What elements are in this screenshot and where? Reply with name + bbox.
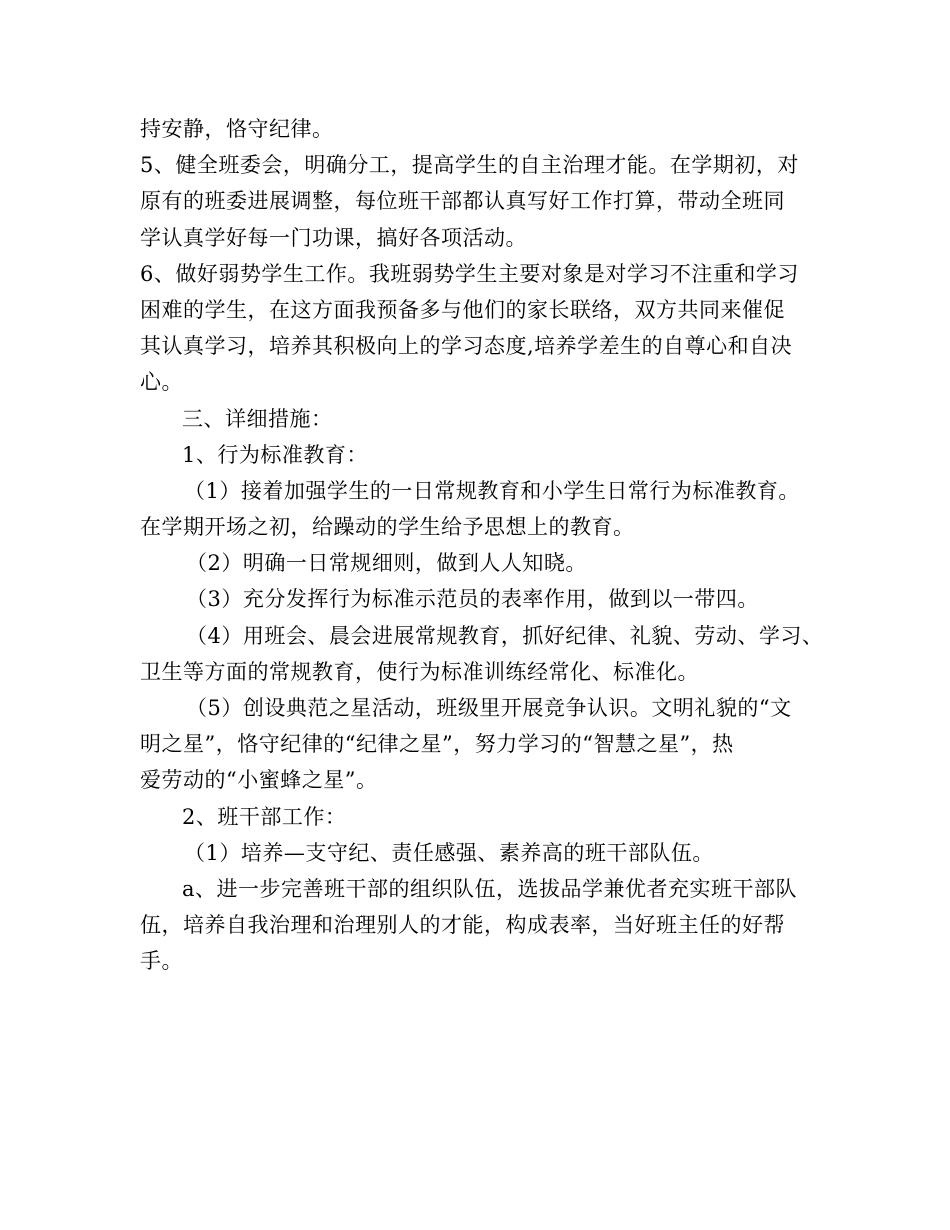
text-line: 手。 [140,949,183,974]
text-line: 卫生等方面的常规教育，使行为标准训练经常化、标准化。 [140,659,699,684]
text-line: 爱劳动的“小蜜蜂之星”。 [140,768,378,793]
text-line: （2）明确一日常规细则，做到人人知晓。 [186,551,587,576]
text-line: 伍，培养自我治理和治理别人的才能，构成表率，当好班主任的好帮 [140,913,785,938]
document-page [140,111,830,980]
text-line: 原有的班委进展调整，每位班干部都认真写好工作打算，带动全班同 [140,189,785,214]
text-line: 学认真学好每一门功课，搞好各项活动。 [140,225,527,250]
text-line: a、进一步完善班干部的组织队伍，选拔品学兼优者充实班干部队 [182,876,798,901]
text-line: 明之星”，恪守纪律的“纪律之星”，努力学习的“智慧之星”，热 [140,732,734,757]
text-line: （1）接着加强学生的一日常规教育和小学生日常行为标准教育。 [184,478,800,503]
text-line: 持安静，恪守纪律。 [140,117,334,141]
section-heading: 三、详细措施： [182,406,333,431]
text-line: 6、做好弱势学生工作。我班弱势学生主要对象是对学习不注重和学习 [140,261,799,286]
text-line: 5、健全班委会，明确分工，提高学生的自主治理才能。在学期初，对 [140,153,799,178]
subsection-heading: 2、班干部工作： [182,804,347,829]
text-line: （3）充分发挥行为标准示范员的表率作用，做到以一带四。 [186,587,759,612]
text-line: （4）用班会、晨会进展常规教育，抓好纪律、礼貌、劳动、学习、 [186,623,824,648]
text-line: 困难的学生，在这方面我预备多与他们的家长联络，双方共同来催促 [140,297,785,322]
text-line: 心。 [140,370,183,395]
subsection-heading: 1、行为标准教育： [182,442,368,467]
text-line: （5）创设典范之星活动，班级里开展竞争认识。文明礼貌的“文 [186,696,792,720]
text-line: 其认真学习，培养其积极向上的学习态度,培养学差生的自尊心和自决 [140,334,793,359]
text-line: 在学期开场之初，给躁动的学生给予思想上的教育。 [140,515,635,540]
text-line: （1）培养—支守纪、责任感强、素养高的班干部队伍。 [184,840,714,865]
